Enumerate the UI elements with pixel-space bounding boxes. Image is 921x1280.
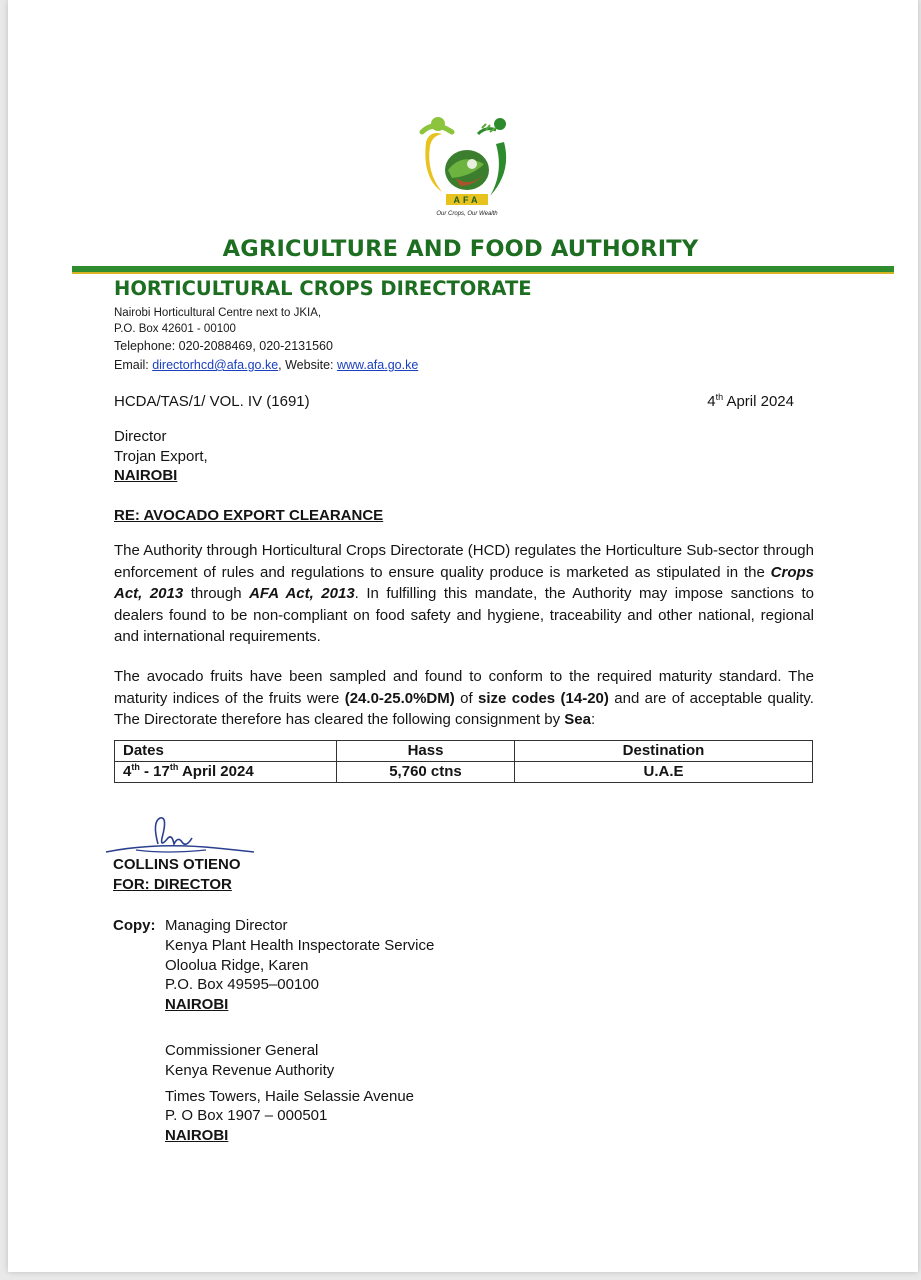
p1-text-a: The Authority through Horticultural Crops Directorate (HCD) regulates the Horticulture Sub-sector through enforcement of rules and regulations to ensure quality produce is marketed as stipulated in the — [114, 542, 814, 581]
p2-text-c: and are of acceptable quality. The Directorate therefore has cleared the following consignment by — [114, 689, 814, 728]
copy-recipient-2 — [165, 1041, 414, 1146]
copy-2-line-1: Commissioner General — [165, 1042, 319, 1059]
copy-label: Copy: — [113, 917, 156, 934]
copy-1-line-4: P.O. Box 49595–00100 — [165, 976, 320, 994]
table-row — [115, 762, 813, 783]
date-suffix: th — [715, 392, 724, 402]
copy-recipient-1 — [165, 916, 434, 1015]
logo-acronym: AFA — [453, 195, 481, 205]
afa-logo — [412, 112, 522, 224]
paragraph-2 — [114, 666, 814, 731]
p1-text-b: through — [183, 585, 250, 602]
copy-1-city: NAIROBI — [165, 996, 229, 1014]
header-destination: Destination — [515, 741, 813, 762]
email-link[interactable]: directorhcd@afa.go.ke — [152, 358, 279, 372]
copy-1-line-3: Oloolua Ridge, Karen — [165, 956, 309, 974]
p1-text-c: . In fulfilling this mandate, the Authority may impose sanctions to dealers found to be non-compliant on food safety and hygiene, traceability and other national, regional and international requirements. — [114, 585, 814, 645]
signatory-name: COLLINS OTIENO — [113, 856, 241, 873]
header-dates: Dates — [115, 741, 337, 762]
p2-sea: Sea — [564, 711, 591, 728]
address-line-1: Nairobi Horticultural Centre next to JKIA, — [114, 307, 322, 319]
telephone-line: Telephone: 020-2088469, 020-2131560 — [114, 339, 333, 353]
p2-text-d: : — [590, 711, 596, 728]
directorate-name: HORTICULTURAL CROPS DIRECTORATE — [114, 277, 532, 300]
copy-2-line-4: P. O Box 1907 – 000501 — [165, 1107, 328, 1125]
header-hass: Hass — [337, 741, 515, 762]
organization-name: AGRICULTURE AND FOOD AUTHORITY — [222, 236, 699, 262]
copy-2-city: NAIROBI — [165, 1127, 229, 1145]
p1-afa-act: AFA Act, 2013 — [249, 585, 355, 602]
copy-1-line-2: Kenya Plant Health Inspectorate Service — [165, 936, 435, 954]
cell-dates: 4th - 17th April 2024 — [115, 762, 337, 783]
website-link[interactable]: www.afa.go.ke — [336, 358, 419, 372]
cell-hass: 5,760 ctns — [337, 762, 515, 783]
letter-date — [707, 391, 794, 412]
date-day: 4 — [707, 393, 716, 410]
table-header-row — [115, 741, 813, 762]
reference-number: HCDA/TAS/1/ VOL. IV (1691) — [114, 393, 310, 410]
p2-size-codes: size codes (14-20) — [478, 689, 609, 707]
consignment-table — [114, 740, 813, 783]
address-line-2: P.O. Box 42601 - 00100 — [114, 323, 236, 335]
copy-1-line-1: Managing Director — [165, 917, 288, 934]
p2-dry-matter: (24.0-25.0%DM) — [344, 689, 455, 707]
recipient-company: Trojan Export, — [114, 447, 208, 465]
email-label: Email: — [114, 358, 153, 372]
p1-crops-act: Crops Act, 2013 — [114, 563, 814, 602]
date-rest: April 2024 — [723, 393, 794, 410]
p2-text-a: The avocado fruits have been sampled and found to conform to the required maturity standard. The maturity indices of the fruits were — [114, 668, 814, 707]
paragraph-1 — [114, 540, 814, 648]
recipient-title: Director — [114, 428, 167, 445]
copy-2-line-2: Kenya Revenue Authority — [165, 1061, 335, 1079]
signatory-block — [113, 855, 241, 894]
recipient-block — [114, 427, 208, 486]
cell-destination: U.A.E — [515, 762, 813, 783]
letterhead-rule-yellow — [72, 272, 894, 274]
recipient-city: NAIROBI — [114, 467, 178, 484]
website-label: , Website: — [278, 358, 337, 372]
copy-2-line-3: Times Towers, Haile Selassie Avenue — [165, 1087, 415, 1105]
p2-text-b: of — [454, 689, 479, 707]
contact-line — [114, 357, 418, 373]
logo-tagline: Our Crops, Our Wealth — [436, 211, 498, 217]
letter-subject: RE: AVOCADO EXPORT CLEARANCE — [114, 507, 384, 524]
signatory-role: FOR: DIRECTOR — [113, 875, 232, 893]
